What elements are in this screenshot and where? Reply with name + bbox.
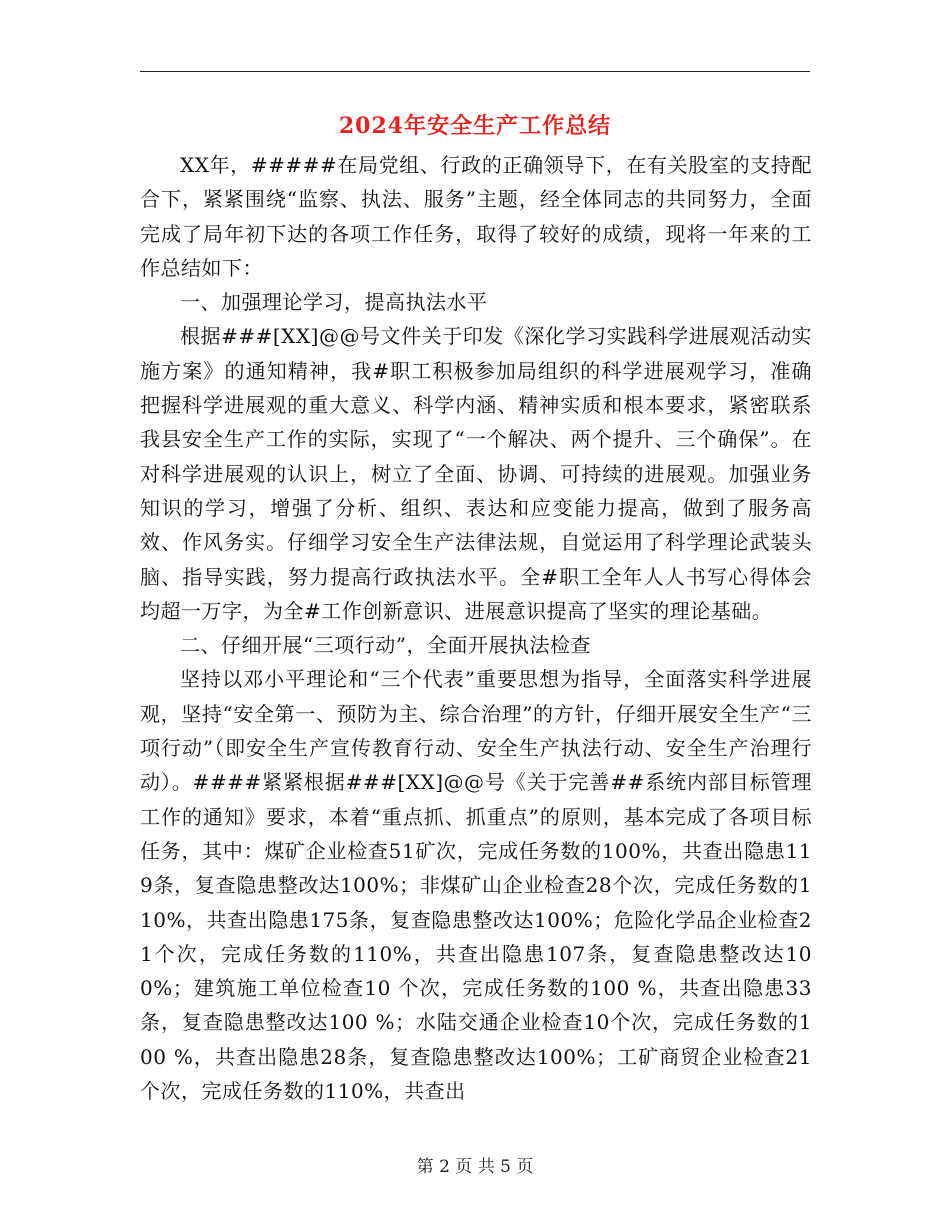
paragraph-intro: XX年，#####在局党组、行政的正确领导下，在有关股室的支持配合下，紧紧围绕“监察、执法、服务”主题，经全体同志的共同努力，全面完成了局年初下达的各项工作任务，取得了较好的成绩，现将一年来的工作总结如下： [140,153,812,280]
page-number-footer: 第 2 页 共 5 页 [416,1157,534,1177]
paragraph-section-1: 根据###[XX]@@号文件关于印发《深化学习实践科学进展观活动实施方案》的通知精神，我#职工积极参加局组织的科学进展观学习，准确把握科学进展观的重大意义、科学内涵、精神实质和根本要求，紧密联系我县安全生产工作的实际，实现了“一个解决、两个提升、三个确保”。在对科学进展观的认识上，树立了全面、协调、可持续的进展观。加强业务知识的学习，增强了分析、组织、表达和应变能力提高，做到了服务高效、作风务实。仔细学习安全生产法律法规，自觉运用了科学理论武装头脑、指导实践，努力提高行政执法水平。全#职工全年人人书写心得体会均超一万字，为全#工作创新意识、进展意识提高了坚实的理论基础。 [140,324,812,623]
document-body [140,148,812,1108]
header-rule [140,71,810,72]
paragraph-section-2: 坚持以邓小平理论和“三个代表”重要思想为指导，全面落实科学进展观，坚持“安全第一、预防为主、综合治理”的方针，仔细开展安全生产“三项行动”（即安全生产宣传教育行动、安全生产执法行动、安全生产治理行动）。####紧紧根据###[XX]@@号《关于完善##系统内部目标管理工作的通知》要求，本着“重点抓、抓重点”的原则，基本完成了各项目标任务，其中：煤矿企业检查51矿次，完成任务数的100%，共查出隐患119条，复查隐患整改达100%；非煤矿山企业检查28个次，完成任务数的110%，共查出隐患175条，复查隐患整改达100%；危险化学品企业检查21个次，完成任务数的110%，共查出隐患107条，复查隐患整改达100%；建筑施工单位检查10 个次，完成任务数的100 %，共查出隐患33条，复查隐患整改达100 %；水陆交通企业检查10个次，完成任务数的100 %，共查出隐患28条，复查隐患整改达100%；工矿商贸企业检查21个次，完成任务数的110%，共查出 [140,667,812,1104]
document-title: 2024年安全生产工作总结 [338,113,612,139]
section-heading-1: 一、加强理论学习，提高执法水平 [180,290,488,315]
section-heading-2: 二、仔细开展“三项行动”，全面开展执法检查 [180,633,591,658]
